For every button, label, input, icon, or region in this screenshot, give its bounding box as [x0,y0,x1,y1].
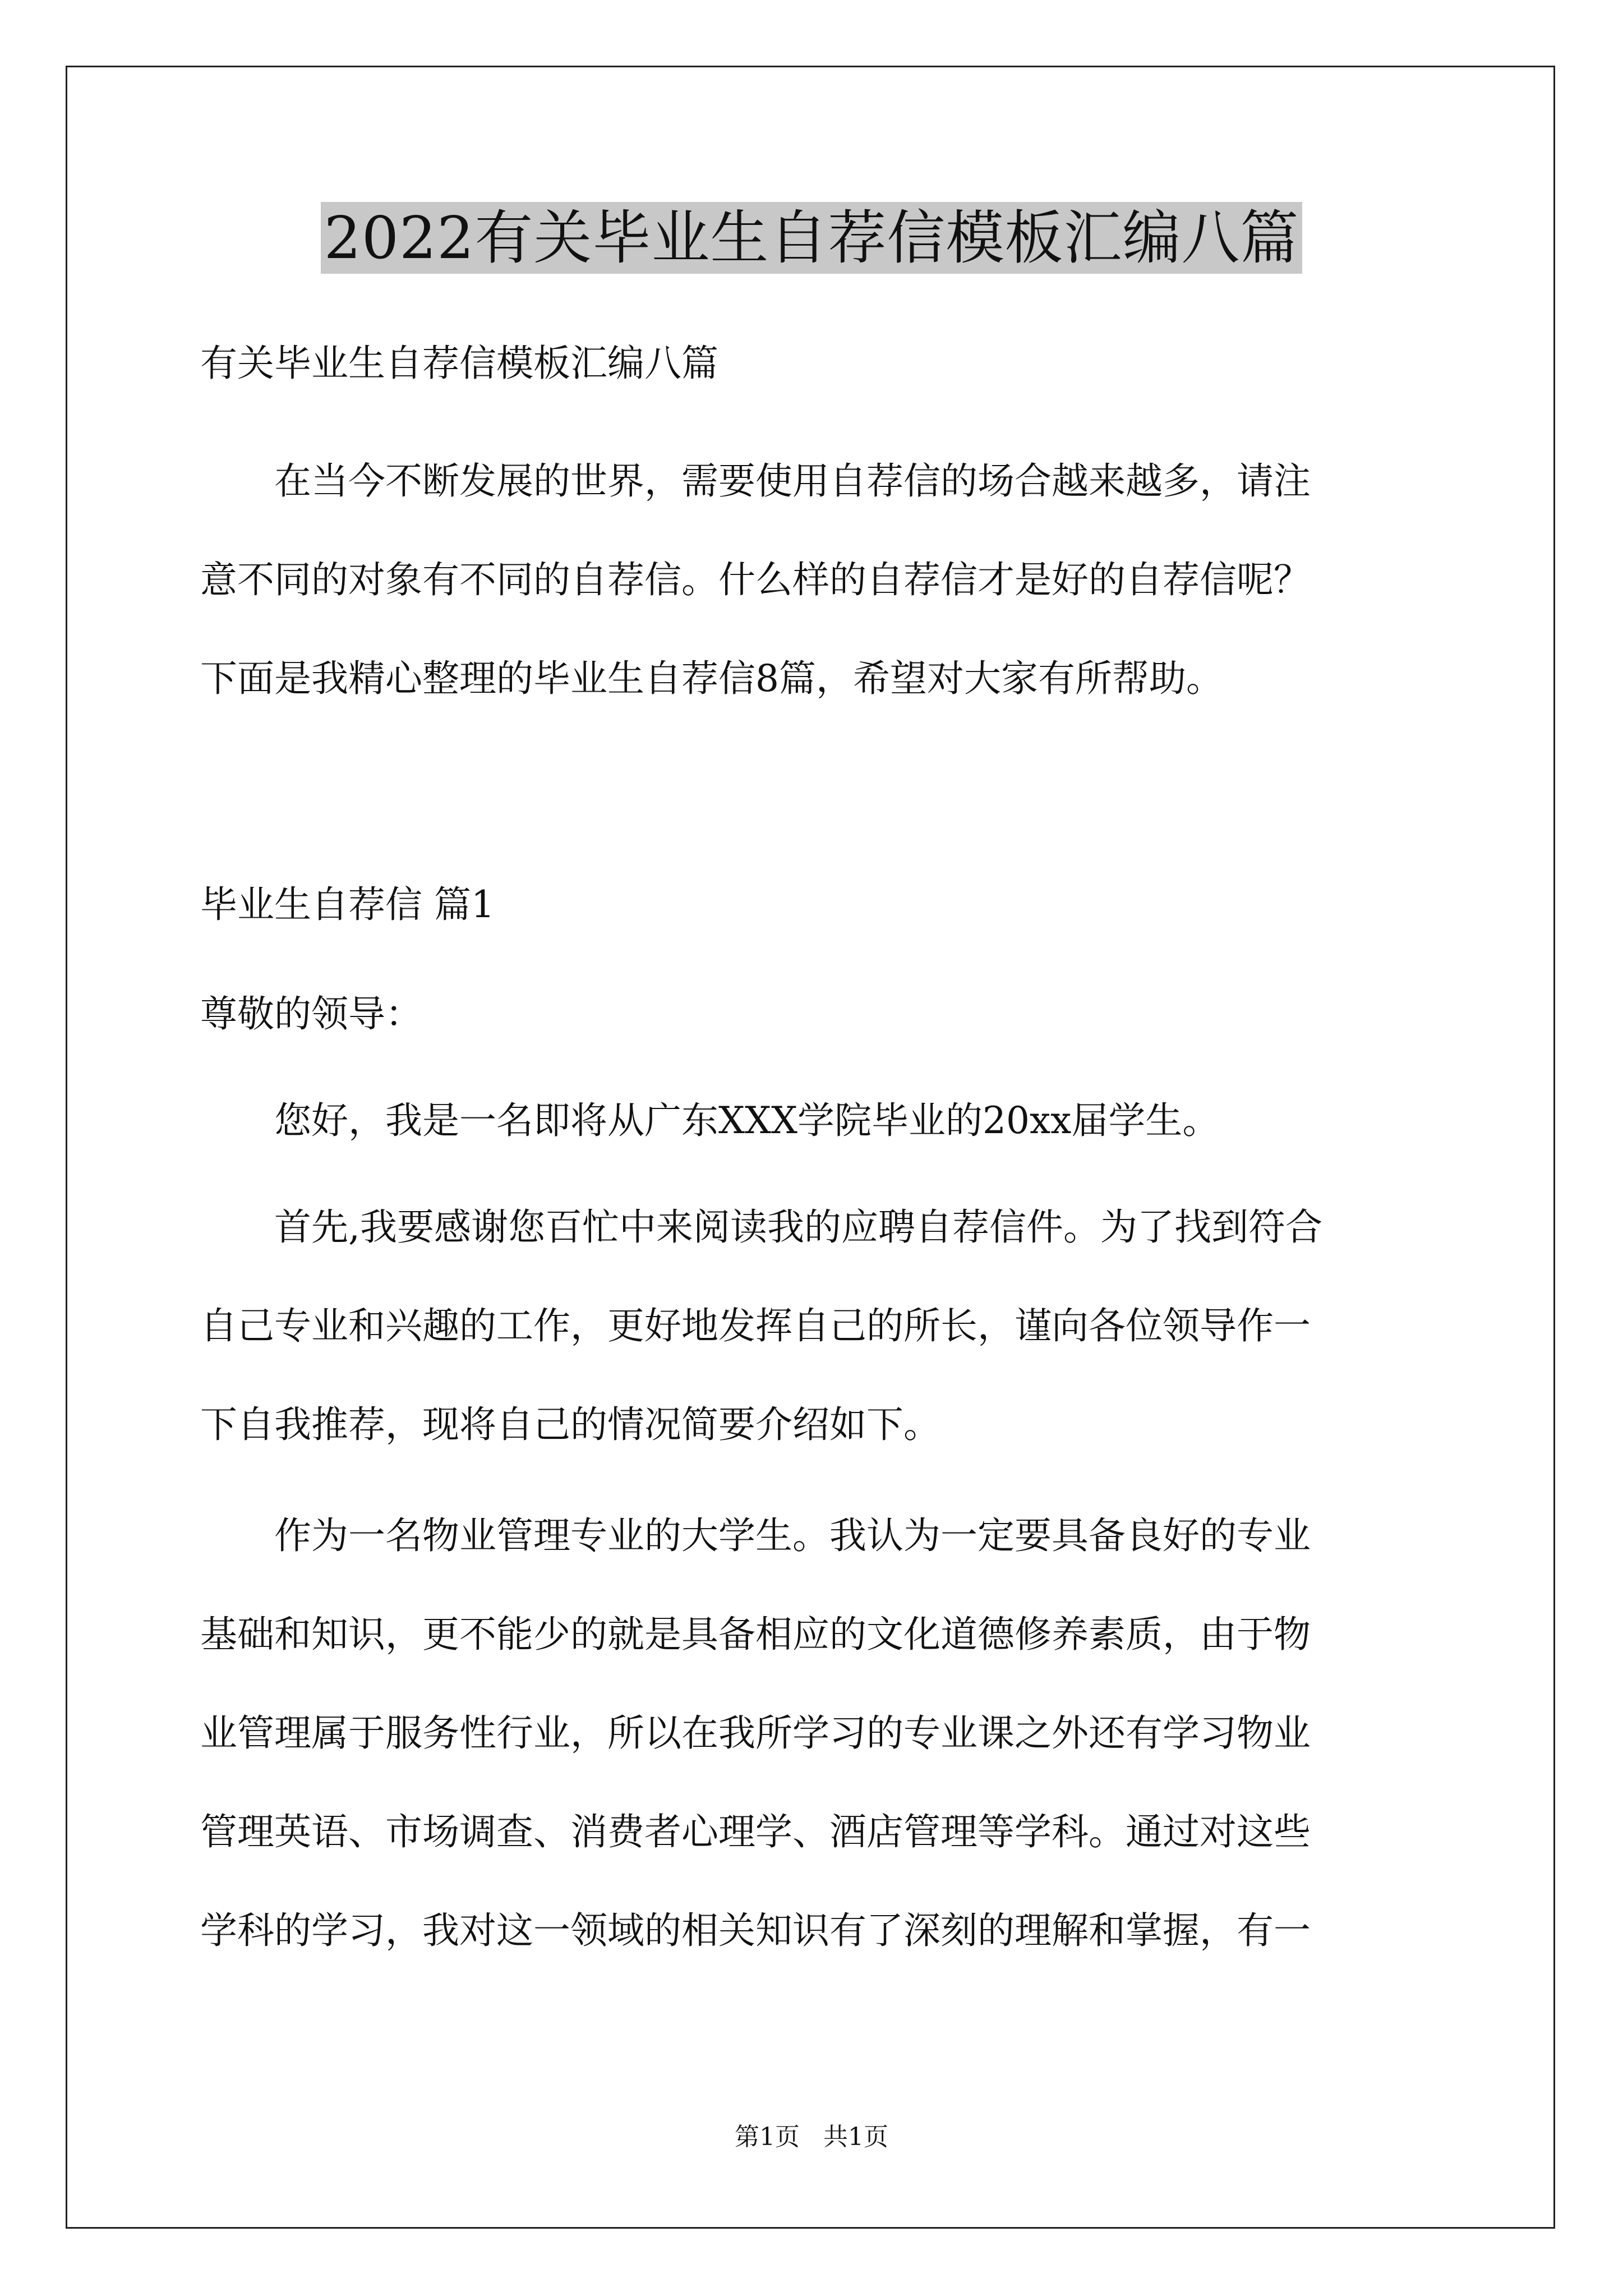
title-container [0,202,1623,274]
section-heading: 毕业生自荐信 篇1 [200,883,495,926]
paragraph-line: 作为一名物业管理专业的大学生。我认为一定要具备良好的专业 [200,1514,1311,1557]
subtitle-line: 有关毕业生自荐信模板汇编八篇 [200,342,718,385]
paragraph-line: 自己专业和兴趣的工作，更好地发挥自己的所长，谨向各位领导作一 [200,1304,1311,1347]
page-total: 共1页 [823,2123,888,2151]
paragraph-line: 首先,我要感谢您百忙中来阅读我的应聘自荐信件。为了找到符合 [200,1205,1322,1249]
page-footer [0,2120,1623,2154]
paragraph-line: 意不同的对象有不同的自荐信。什么样的自荐信才是好的自荐信呢？ [200,558,1311,601]
page-number: 第1页 [735,2123,800,2151]
paragraph-line: 下面是我精心整理的毕业生自荐信8篇，希望对大家有所帮助。 [200,657,1223,700]
paragraph-line: 下自我推荐，现将自己的情况简要介绍如下。 [200,1403,940,1446]
paragraph-line: 您好，我是一名即将从广东XXX学院毕业的20xx届学生。 [200,1099,1220,1142]
salutation: 尊敬的领导： [200,992,422,1036]
paragraph-line: 在当今不断发展的世界，需要使用自荐信的场合越来越多，请注 [200,459,1311,503]
paragraph-line: 管理英语、市场调查、消费者心理学、酒店管理等学科。通过对这些 [200,1810,1311,1853]
document-title: 2022有关毕业生自荐信模板汇编八篇 [321,202,1303,274]
paragraph-line: 业管理属于服务性行业，所以在我所学习的专业课之外还有学习物业 [200,1711,1311,1755]
paragraph-line: 基础和知识，更不能少的就是具备相应的文化道德修养素质，由于物 [200,1613,1311,1656]
paragraph-line: 学科的学习，我对这一领域的相关知识有了深刻的理解和掌握，有一 [200,1909,1311,1952]
